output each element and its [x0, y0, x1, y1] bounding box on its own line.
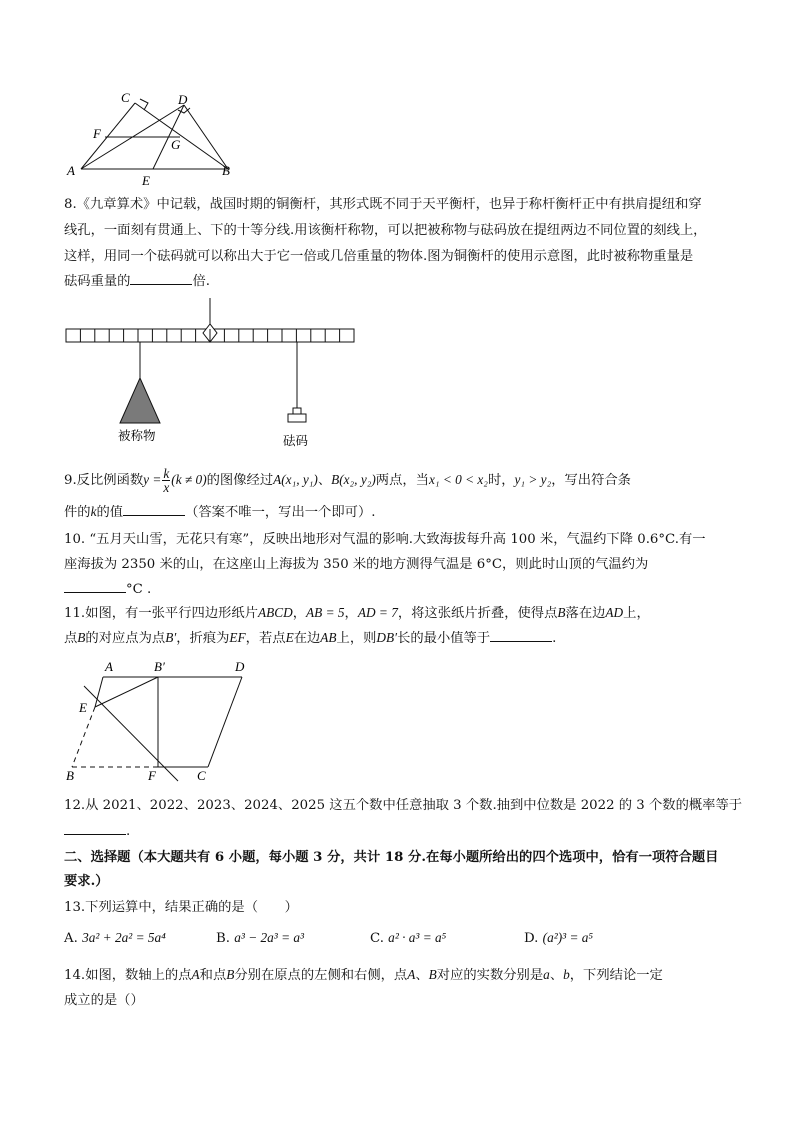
label-A: A	[67, 163, 75, 178]
label-D: D	[178, 92, 188, 107]
q10-answer-blank	[64, 580, 126, 593]
q14-mid: 分别在原点的左侧和右侧，点	[234, 968, 408, 983]
q9-mid1: 的图像经过	[206, 473, 274, 488]
q14-b: b	[563, 967, 570, 982]
q11-ad2: AD	[605, 605, 624, 620]
section2-line2: 要求.）	[64, 874, 109, 889]
object-label: 被称物	[118, 429, 156, 443]
q9-mid4: ，写出符合条	[551, 473, 631, 488]
q9-line2	[64, 502, 375, 523]
q13-optB-label: B.	[216, 931, 230, 946]
label-B: B	[66, 768, 74, 783]
q9-func-num: k	[163, 466, 170, 481]
label-C: C	[121, 90, 130, 105]
q11-l2dbp: DB′	[376, 630, 398, 645]
q13-option-d	[524, 930, 593, 946]
q11-l2end: .	[552, 631, 557, 646]
label-A: A	[105, 659, 113, 674]
q11-mid: ，将这张纸片折叠，使得点	[397, 606, 558, 621]
label-G: G	[171, 137, 181, 152]
q13-optB: a³ − 2a³ = a³	[234, 930, 305, 945]
q10-line3	[64, 580, 151, 600]
q13-optD-label: D.	[524, 931, 539, 946]
q9-cond2: y₁ > y₂	[514, 472, 552, 487]
q11-sep2: ，	[344, 606, 358, 621]
q9-sep: 、	[317, 473, 332, 488]
q11-l2e: ，若点	[245, 631, 286, 646]
q14-B2: B	[428, 967, 437, 982]
q9-line2-post: （答案不唯一，写出一个即可）.	[185, 505, 376, 520]
figure-q8-balance	[60, 296, 370, 456]
q11-l2b: B	[77, 630, 86, 645]
q8-answer-blank	[130, 272, 192, 285]
q14-sep: 、	[415, 968, 429, 983]
q11-l2d: ，折痕为	[176, 631, 230, 646]
q8-line4-pre: 砝码重量的	[64, 274, 131, 289]
q14-mid2: 对应的实数分别是	[436, 968, 544, 983]
q11-l2e2: E	[285, 630, 294, 645]
q11-l2ef: EF	[229, 630, 246, 645]
q10-line2: 座海拔为 2350 米的山，在这座山上海拔为 350 米的地方测得气温是 6°C，则此时山顶的气温约为	[64, 557, 649, 572]
q11-abcd: ABCD	[258, 605, 293, 620]
weight-label: 砝码	[283, 434, 309, 448]
q9-func-y: y =	[143, 472, 162, 487]
q11-l2g: 上，则	[336, 631, 377, 646]
q13-option-a	[64, 930, 166, 946]
q13-optC: a² · a³ = a⁵	[388, 930, 447, 945]
q11-answer-blank	[490, 629, 552, 642]
q9-mid3: 时，	[487, 473, 515, 488]
label-B: B	[222, 163, 230, 178]
q12-answer-blank	[64, 822, 126, 835]
label-D: D	[235, 659, 245, 674]
q14-pre: 14.如图，数轴上的点	[64, 968, 192, 983]
q11-line2	[64, 628, 556, 649]
q9-func-den: x	[163, 480, 170, 495]
q9-fraction	[162, 467, 170, 494]
q14-B: B	[226, 967, 235, 982]
q8-line3: 这样，用同一个砝码就可以称出大于它一倍或几倍重量的物体.图为铜衡杆的使用示意图，此时被称物重量是	[64, 249, 694, 264]
q9-k: k	[90, 504, 97, 519]
q12-line2	[64, 822, 130, 842]
q12-line2-end: .	[126, 824, 131, 839]
q9-line2-mid: 的值	[96, 505, 124, 520]
label-Bp: B′	[154, 659, 165, 674]
q13-optD: (a²)³ = a⁵	[542, 930, 594, 945]
q13-option-c	[370, 930, 446, 946]
figure-q7-geometry	[60, 88, 240, 188]
q14-A2: A	[407, 967, 416, 982]
q9-pointA: A(x₁, y₁)	[273, 472, 318, 487]
q12-line1: 12.从 2021、2022、2023、2024、2025 这五个数中任意抽取 3 个数.抽到中位数是 2022 的 3 个数的概率等于	[64, 798, 743, 813]
q9-line2-pre: 件的	[64, 505, 91, 520]
q13-optC-label: C.	[370, 931, 384, 946]
q11-post: 落在边	[565, 606, 606, 621]
q9-answer-blank	[123, 503, 185, 516]
q11-ad: AD = 7	[357, 605, 398, 620]
q8-line4-post: 倍.	[192, 274, 211, 289]
q9-prefix: 9.反比例函数	[64, 473, 144, 488]
q8-line2: 线孔，一面刻有贯通上、下的十等分线.用该衡杆称物，可以把被称物与砝码放在提纽两边不同位置的刻线上，	[64, 223, 707, 238]
q9-line1	[64, 465, 631, 496]
q11-l2bp: B′	[165, 630, 177, 645]
q11-sep1: ，	[292, 606, 307, 621]
q14-post: ，下列结论一定	[569, 968, 663, 983]
q9-pointB: B(x₂, y₂)	[331, 472, 376, 487]
q14-sep2: 、	[549, 968, 564, 983]
label-F: F	[148, 768, 156, 783]
q9-mid2: 两点，当	[375, 473, 429, 488]
q13-optA: 3a² + 2a² = 5a⁴	[82, 930, 166, 945]
label-E: E	[142, 173, 150, 188]
q11-l2h: 长的最小值等于	[397, 631, 491, 646]
q11-end: 上，	[623, 606, 650, 621]
q13-stem: 13.下列运算中，结果正确的是（ ）	[64, 900, 298, 915]
q14-line1	[64, 965, 663, 986]
q14-and: 和点	[199, 968, 227, 983]
q11-l2ab: AB	[320, 630, 337, 645]
q9-cond1: x₁ < 0 < x₂	[428, 472, 488, 487]
q11-line1	[64, 603, 650, 624]
q8-line4	[64, 272, 210, 292]
label-F: F	[93, 126, 101, 141]
q10-line1: 10. “五月天山雪，无花只有寒”，反映出地形对气温的影响.大致海拔每升高 100 米，气温约下降 0.6°C.有一	[64, 532, 706, 547]
q9-func-cond: (k ≠ 0)	[171, 472, 207, 487]
q11-l2a: 点	[64, 631, 78, 646]
q14-A: A	[191, 967, 200, 982]
label-E: E	[79, 700, 87, 715]
q13-option-b	[216, 930, 304, 946]
q13-optA-label: A.	[64, 931, 78, 946]
label-C: C	[197, 768, 206, 783]
section2-line1: 二、选择题（本大题共有 6 小题，每小题 3 分，共计 18 分.在每小题所给出的四个选项中，恰有一项符合题目	[64, 850, 719, 865]
q11-l2c: 的对应点为点	[85, 631, 166, 646]
q11-b1: B	[557, 605, 566, 620]
q14-line2: 成立的是（）	[64, 993, 144, 1008]
q11-pre: 11.如图，有一张平行四边形纸片	[64, 606, 259, 621]
q8-line1: 8.《九章算术》中记载，战国时期的铜衡杆，其形式既不同于天平衡杆，也异于称杆衡杆正中有拱肩提纽和穿	[64, 197, 702, 212]
q11-l2f: 在边	[293, 631, 321, 646]
q11-ab: AB = 5	[306, 605, 345, 620]
q14-a: a	[543, 967, 550, 982]
q10-line3-post: °C .	[126, 582, 152, 597]
figure-q11-parallelogram	[60, 655, 260, 785]
